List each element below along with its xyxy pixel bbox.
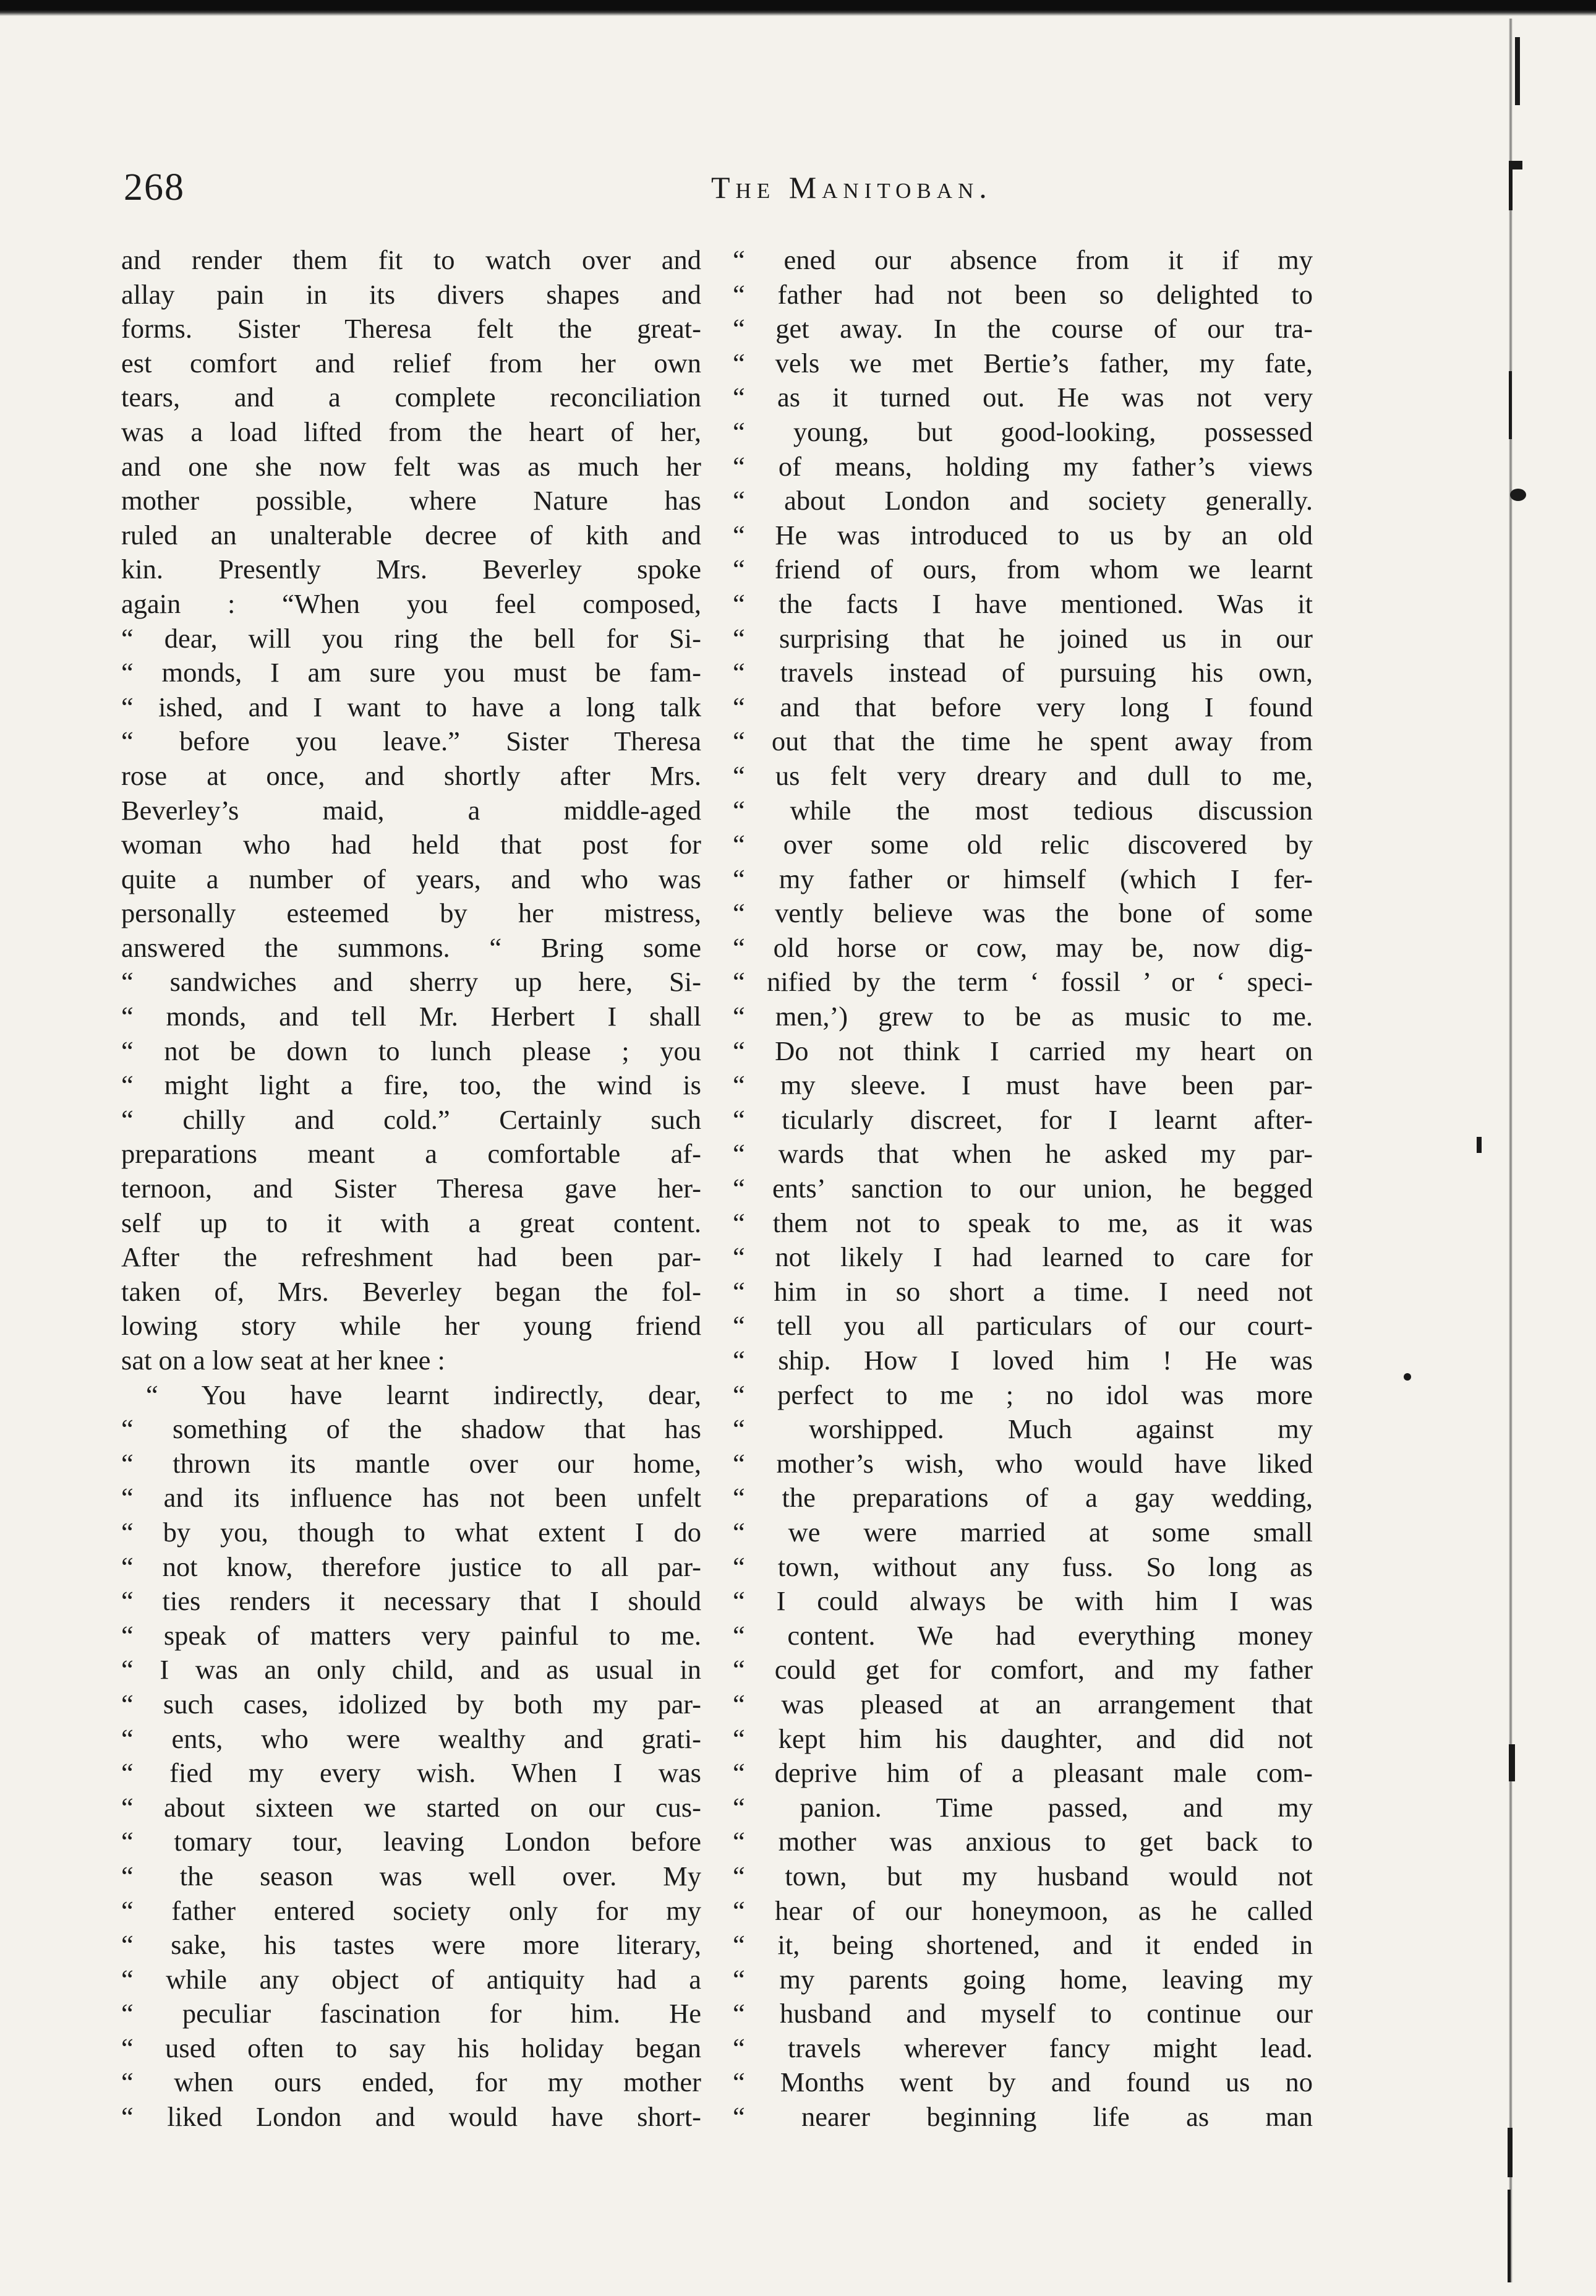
text-line: “ by you, though to what extent I do bbox=[121, 1516, 701, 1548]
text-line: “ him in so short a time. I need not bbox=[733, 1275, 1313, 1307]
page-top-edge bbox=[0, 0, 1596, 16]
text-line: “ us felt very dreary and dull to me, bbox=[733, 760, 1313, 791]
text-line: “ nearer beginning life as man bbox=[733, 2101, 1313, 2133]
page-header bbox=[124, 166, 1360, 215]
text-line: “ the preparations of a gay wedding, bbox=[733, 1482, 1313, 1514]
text-line: “ kept him his daughter, and did not bbox=[733, 1723, 1313, 1754]
text-line: “ travels wherever fancy might lead. bbox=[733, 2032, 1313, 2063]
text-line: “ sandwiches and sherry up here, Si- bbox=[121, 966, 701, 998]
text-line: “ sake, his tastes were more literary, bbox=[121, 1929, 701, 1961]
text-line: “ them not to speak to me, as it was bbox=[733, 1207, 1313, 1238]
text-line: “ was pleased at an arrangement that bbox=[733, 1688, 1313, 1720]
text-line: “ get away. In the course of our tra- bbox=[733, 313, 1313, 345]
text-line: After the refreshment had been par- bbox=[121, 1241, 701, 1273]
text-line: “ and its influence has not been unfelt bbox=[121, 1482, 701, 1514]
text-line: “ Do not think I carried my heart on bbox=[733, 1035, 1313, 1066]
text-line: “ peculiar fascination for him. He bbox=[121, 1998, 701, 2029]
text-line: again : “When you feel composed, bbox=[121, 588, 701, 619]
text-line: “ worshipped. Much against my bbox=[733, 1413, 1313, 1445]
text-line: est comfort and relief from her own bbox=[121, 347, 701, 379]
text-line: and one she now felt was as much her bbox=[121, 450, 701, 482]
text-line: “ not likely I had learned to care for bbox=[733, 1241, 1313, 1273]
text-line: “ might light a fire, too, the wind is bbox=[121, 1069, 701, 1101]
text-line: answered the summons. “ Bring some bbox=[121, 932, 701, 963]
text-line: forms. Sister Theresa felt the great- bbox=[121, 313, 701, 345]
text-line: personally esteemed by her mistress, bbox=[121, 897, 701, 929]
text-line: “ speak of matters very painful to me. bbox=[121, 1619, 701, 1651]
text-line: “ vently believe was the bone of some bbox=[733, 897, 1313, 929]
text-line: “ travels instead of pursuing his own, bbox=[733, 657, 1313, 688]
text-line: “ monds, I am sure you must be fam- bbox=[121, 657, 701, 688]
text-line: “ the season was well over. My bbox=[121, 1860, 701, 1891]
text-line: “ I could always be with him I was bbox=[733, 1585, 1313, 1617]
text-line: taken of, Mrs. Beverley began the fol- bbox=[121, 1275, 701, 1307]
scan-mark bbox=[1508, 2128, 1513, 2177]
text-line: “ dear, will you ring the bell for Si- bbox=[121, 622, 701, 654]
page-number: 268 bbox=[124, 166, 185, 208]
text-line: “ something of the shadow that has bbox=[121, 1413, 701, 1445]
text-line: “ before you leave.” Sister Theresa bbox=[121, 726, 701, 757]
text-line: “ fied my every wish. When I was bbox=[121, 1757, 701, 1789]
text-line: “ ticularly discreet, for I learnt after- bbox=[733, 1103, 1313, 1135]
text-line: “ wards that when he asked my par- bbox=[733, 1138, 1313, 1170]
text-line: sat on a low seat at her knee : bbox=[121, 1345, 445, 1376]
text-line: “ tell you all particulars of our court- bbox=[733, 1310, 1313, 1342]
text-line: “ my sleeve. I must have been par- bbox=[733, 1069, 1313, 1101]
text-line: allay pain in its divers shapes and bbox=[121, 278, 701, 310]
scan-mark bbox=[1509, 371, 1512, 439]
text-line: “ chilly and cold.” Certainly such bbox=[121, 1103, 701, 1135]
text-line: “ ished, and I want to have a long talk bbox=[121, 691, 701, 722]
text-line: “ father had not been so delighted to bbox=[733, 278, 1313, 310]
text-line: “ my parents going home, leaving my bbox=[733, 1963, 1313, 1995]
text-line: “ He was introduced to us by an old bbox=[733, 519, 1313, 550]
text-line: “ such cases, idolized by both my par- bbox=[121, 1688, 701, 1720]
text-line: mother possible, where Nature has bbox=[121, 485, 701, 516]
text-line: self up to it with a great content. bbox=[121, 1207, 701, 1238]
text-line: “ while the most tedious discussion bbox=[733, 794, 1313, 826]
text-line: “ about London and society generally. bbox=[733, 485, 1313, 516]
scan-mark bbox=[1509, 167, 1513, 210]
text-line: “ out that the time he spent away from bbox=[733, 726, 1313, 757]
text-line: “ deprive him of a pleasant male com- bbox=[733, 1757, 1313, 1789]
scan-mark bbox=[1515, 37, 1520, 105]
text-line: “ over some old relic discovered by bbox=[733, 829, 1313, 860]
text-line: “ Months went by and found us no bbox=[733, 2067, 1313, 2098]
text-line: preparations meant a comfortable af- bbox=[121, 1138, 701, 1170]
text-line: quite a number of years, and who was bbox=[121, 863, 701, 894]
text-line: “ tomary tour, leaving London before bbox=[121, 1826, 701, 1857]
text-line: “ town, but my husband would not bbox=[733, 1860, 1313, 1891]
scan-mark bbox=[1508, 2190, 1511, 2282]
running-head: The Manitoban. bbox=[711, 170, 992, 205]
text-line: “ ents’ sanction to our union, he begged bbox=[733, 1173, 1313, 1204]
text-line: “ content. We had everything money bbox=[733, 1619, 1313, 1651]
text-line: rose at once, and shortly after Mrs. bbox=[121, 760, 701, 791]
text-line: “ father entered society only for my bbox=[121, 1895, 701, 1926]
scan-mark bbox=[1509, 1744, 1515, 1781]
text-line: “ about sixteen we started on our cus- bbox=[121, 1791, 701, 1823]
text-line: “ we were married at some small bbox=[733, 1516, 1313, 1548]
text-line: “ the facts I have mentioned. Was it bbox=[733, 588, 1313, 619]
text-line: “ I was an only child, and as usual in bbox=[121, 1654, 701, 1686]
text-line: “ You have learnt indirectly, dear, bbox=[146, 1379, 701, 1410]
text-line: “ liked London and would have short- bbox=[121, 2101, 701, 2133]
text-line: “ mother was anxious to get back to bbox=[733, 1826, 1313, 1857]
text-line: “ ties renders it necessary that I should bbox=[121, 1585, 701, 1617]
text-line: “ not know, therefore justice to all par- bbox=[121, 1551, 701, 1582]
left-column bbox=[121, 243, 701, 2135]
text-line: “ it, being shortened, and it ended in bbox=[733, 1929, 1313, 1961]
text-line: “ perfect to me ; no idol was more bbox=[733, 1379, 1313, 1410]
text-line: “ hear of our honeymoon, as he called bbox=[733, 1895, 1313, 1926]
binding-edge bbox=[1509, 19, 1513, 2282]
text-line: “ thrown its mantle over our home, bbox=[121, 1447, 701, 1479]
scan-mark bbox=[1477, 1137, 1482, 1153]
text-line: “ husband and myself to continue our bbox=[733, 1998, 1313, 2029]
text-line: “ as it turned out. He was not very bbox=[733, 382, 1313, 413]
text-line: “ while any object of antiquity had a bbox=[121, 1963, 701, 1995]
right-column bbox=[733, 243, 1313, 2135]
scan-mark bbox=[1510, 489, 1526, 501]
text-line: tears, and a complete reconciliation bbox=[121, 382, 701, 413]
text-line: “ my father or himself (which I fer- bbox=[733, 863, 1313, 894]
text-line: Beverley’s maid, a middle-aged bbox=[121, 794, 701, 826]
scan-mark bbox=[1404, 1373, 1411, 1381]
text-line: “ panion. Time passed, and my bbox=[733, 1791, 1313, 1823]
text-line: “ not be down to lunch please ; you bbox=[121, 1035, 701, 1066]
text-line: “ ened our absence from it if my bbox=[733, 244, 1313, 275]
text-line: kin. Presently Mrs. Beverley spoke bbox=[121, 554, 701, 585]
text-line: “ old horse or cow, may be, now dig- bbox=[733, 932, 1313, 963]
text-line: and render them fit to watch over and bbox=[121, 244, 701, 275]
text-line: “ ents, who were wealthy and grati- bbox=[121, 1723, 701, 1754]
text-line: “ when ours ended, for my mother bbox=[121, 2067, 701, 2098]
text-line: “ ship. How I loved him ! He was bbox=[733, 1345, 1313, 1376]
text-line: “ used often to say his holiday began bbox=[121, 2032, 701, 2063]
text-line: “ could get for comfort, and my father bbox=[733, 1654, 1313, 1686]
text-line: ruled an unalterable decree of kith and bbox=[121, 519, 701, 550]
text-line: lowing story while her young friend bbox=[121, 1310, 701, 1342]
text-line: was a load lifted from the heart of her, bbox=[121, 416, 701, 447]
text-line: “ men,’) grew to be as music to me. bbox=[733, 1001, 1313, 1032]
text-line: “ monds, and tell Mr. Herbert I shall bbox=[121, 1001, 701, 1032]
text-line: woman who had held that post for bbox=[121, 829, 701, 860]
text-line: ternoon, and Sister Theresa gave her- bbox=[121, 1173, 701, 1204]
text-line: “ young, but good-looking, possessed bbox=[733, 416, 1313, 447]
text-line: “ friend of ours, from whom we learnt bbox=[733, 554, 1313, 585]
text-line: “ surprising that he joined us in our bbox=[733, 622, 1313, 654]
text-line: “ nified by the term ‘ fossil ’ or ‘ speci- bbox=[733, 966, 1313, 998]
text-line: “ of means, holding my father’s views bbox=[733, 450, 1313, 482]
text-line: “ and that before very long I found bbox=[733, 691, 1313, 722]
text-line: “ mother’s wish, who would have liked bbox=[733, 1447, 1313, 1479]
text-line: “ town, without any fuss. So long as bbox=[733, 1551, 1313, 1582]
text-line: “ vels we met Bertie’s father, my fate, bbox=[733, 347, 1313, 379]
